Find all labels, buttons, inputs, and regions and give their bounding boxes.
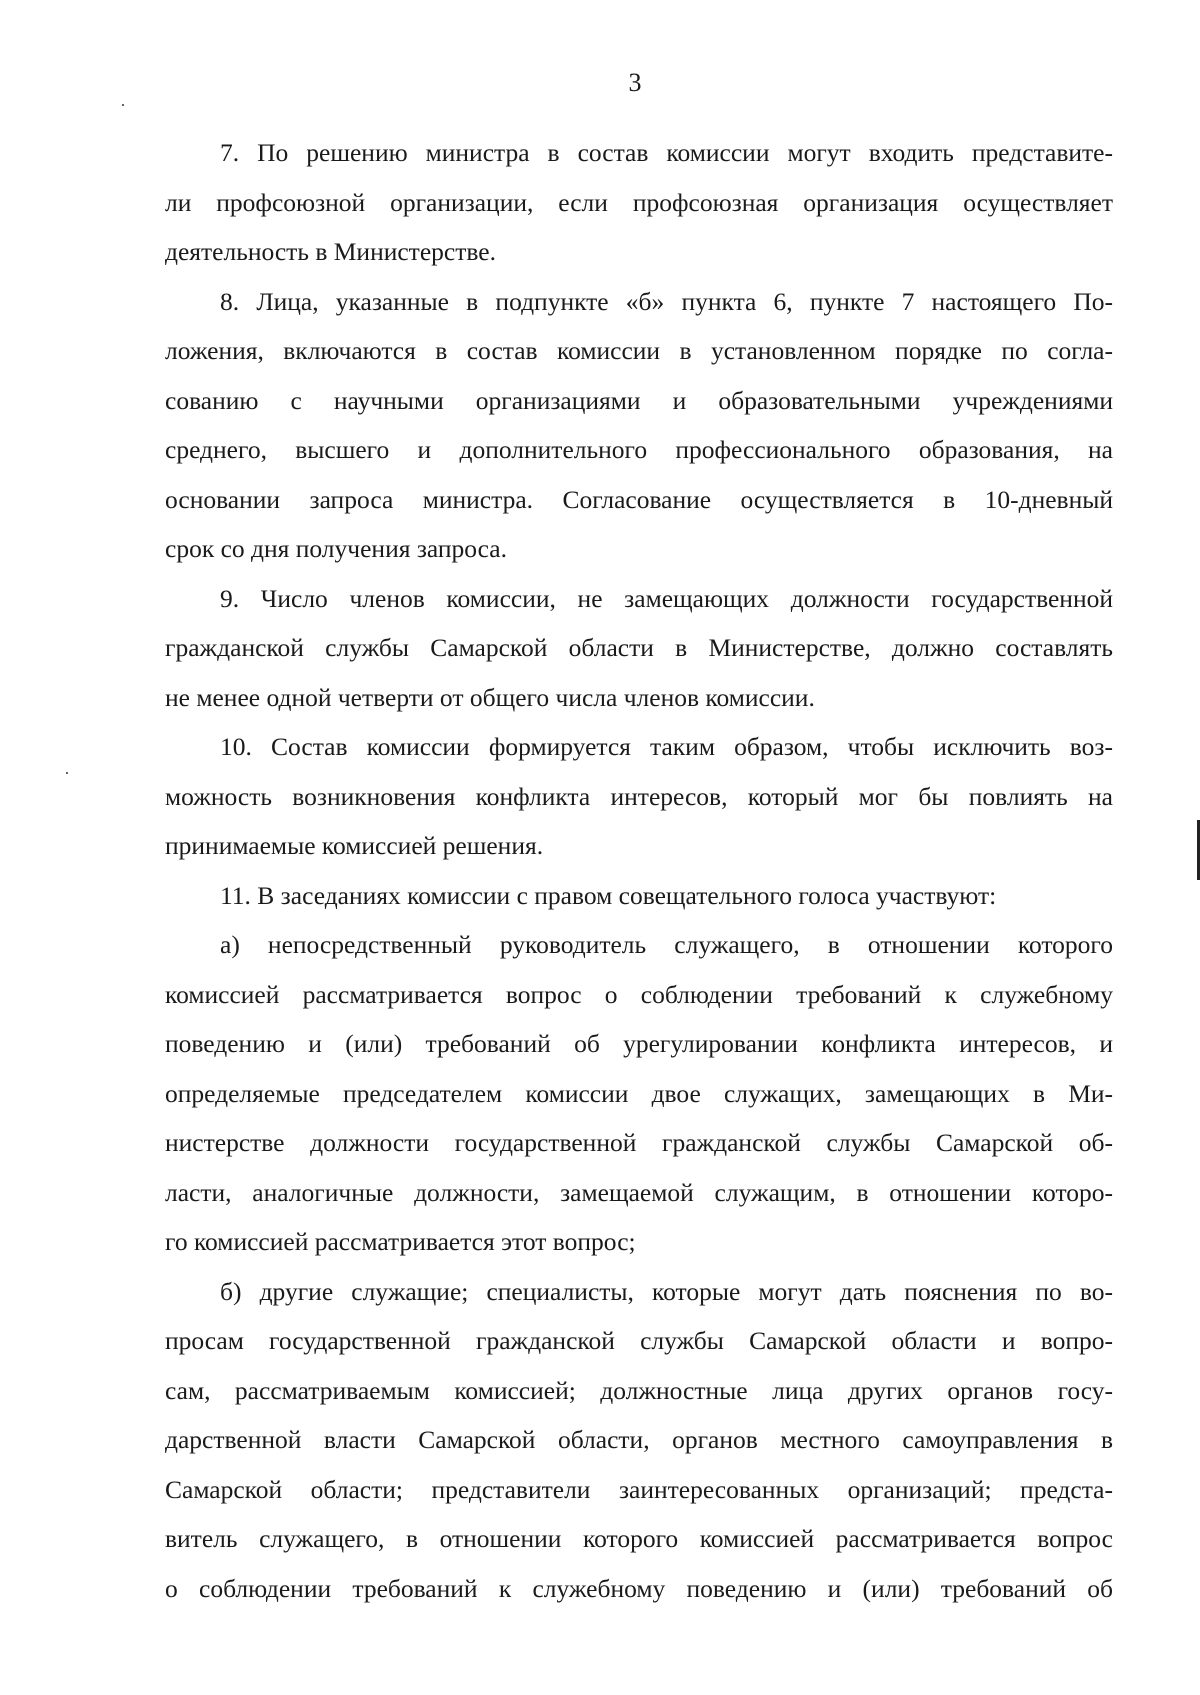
scan-speck — [122, 104, 124, 106]
text-line: основании запроса министра. Согласование осуществляется в 10-дневный — [165, 484, 1113, 514]
text-line: комиссией рассматривается вопрос о соблюдении требований к служебному — [165, 979, 1113, 1009]
paragraph-p7 — [165, 128, 1113, 277]
text-line: 11. В заседаниях комиссии с правом совещательного голоса участвуют: — [220, 880, 997, 910]
document-body — [165, 128, 1113, 1613]
text-line: дарственной власти Самарской области, органов местного самоуправления в — [165, 1425, 1113, 1454]
text-line: б) другие служащие; специалисты, которые могут дать пояснения по во- — [220, 1276, 1113, 1306]
text-line: срок со дня получения запроса. — [165, 534, 507, 563]
text-line: а) непосредственный руководитель служащего, в отношении которого — [220, 930, 1113, 959]
text-line: 9. Число членов комиссии, не замещающих должности государственной — [220, 583, 1113, 613]
paragraph-p11b — [165, 1267, 1113, 1614]
text-line: 10. Состав комиссии формируется таким образом, чтобы исключить воз- — [220, 732, 1113, 761]
text-line: гражданской службы Самарской области в Министерстве, должно составлять — [165, 633, 1113, 662]
text-line: сам, рассматриваемым комиссией; должностные лица других органов госу- — [165, 1375, 1113, 1405]
text-line: просам государственной гражданской службы Самарской области и вопро- — [165, 1326, 1113, 1355]
text-line: ласти, аналогичные должности, замещаемой служащим, в отношении которо- — [165, 1177, 1113, 1207]
text-line: 7. По решению министра в состав комиссии могут входить представите- — [220, 138, 1113, 167]
paragraph-p11a — [165, 920, 1113, 1267]
text-line: го комиссией рассматривается этот вопрос; — [165, 1227, 636, 1256]
text-line: ли профсоюзной организации, если профсоюзная организация осуществляет — [165, 187, 1113, 217]
text-line: не менее одной четверти от общего числа членов комиссии. — [165, 682, 815, 712]
text-line: нистерстве должности государственной гражданской службы Самарской об- — [165, 1128, 1113, 1157]
paragraph-p8 — [165, 277, 1113, 574]
text-line: определяемые председателем комиссии двое служащих, замещающих в Ми- — [165, 1078, 1113, 1108]
text-line: 8. Лица, указанные в подпункте «б» пункта 6, пункте 7 настоящего По- — [220, 286, 1113, 316]
text-line: о соблюдении требований к служебному поведению и (или) требований об — [165, 1573, 1113, 1603]
text-line: можность возникновения конфликта интересов, который мог бы повлиять на — [165, 781, 1113, 811]
text-line: сованию с научными организациями и образовательными учреждениями — [165, 385, 1113, 415]
text-line: Самарской области; представители заинтересованных организаций; предста- — [165, 1474, 1113, 1504]
page-number: 3 — [628, 68, 642, 97]
text-line: принимаемые комиссией решения. — [165, 831, 544, 860]
scan-speck — [66, 772, 68, 774]
paragraph-p11 — [165, 871, 1113, 921]
text-line: витель служащего, в отношении которого комиссией рассматривается вопрос — [165, 1524, 1113, 1553]
paragraph-p9 — [165, 574, 1113, 723]
text-line: деятельность в Министерстве. — [165, 237, 496, 266]
text-line: среднего, высшего и дополнительного профессионального образования, на — [165, 435, 1113, 464]
text-line: поведению и (или) требований об урегулировании конфликта интересов, и — [165, 1029, 1113, 1058]
paragraph-p10 — [165, 722, 1113, 871]
text-line: ложения, включаются в состав комиссии в установленном порядке по согла- — [165, 336, 1113, 365]
